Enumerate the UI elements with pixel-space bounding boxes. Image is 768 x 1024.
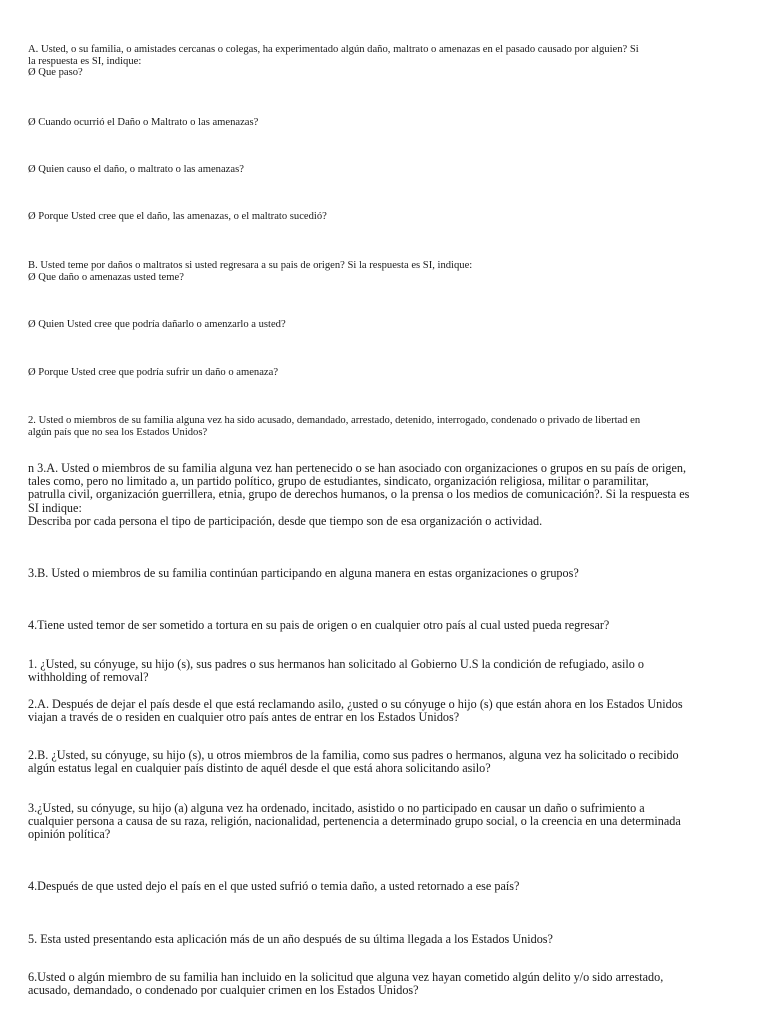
question-5-one-year: [28, 933, 750, 946]
text-line: Ø Que daño o amenazas usted teme?: [28, 271, 184, 283]
question-b-who: [28, 319, 750, 331]
text-line: la respuesta es SI, indique:: [28, 55, 142, 67]
question-3-persecutor: [28, 802, 750, 842]
text-line: algún estatus legal en cualquier país distinto de aquél desde el que está ahora solicitando asilo?: [28, 761, 491, 776]
text-line: tales como, pero no limitado a, un partido político, grupo de estudiantes, sindicato, organización religiosa, militar o paramilitar,: [28, 474, 649, 489]
question-4-torture: [28, 619, 750, 632]
question-3b-continue: [28, 567, 750, 580]
text-line: patrulla civil, organización guerrillera, etnia, grupo de derechos humanos, o la prensa o los medios de comunicación?. Si la respuesta es: [28, 487, 690, 502]
text-line: Ø Quien causo el daño, o maltrato o las amenazas?: [28, 164, 244, 175]
text-line: 2.A. Después de dejar el país desde el que está reclamando asilo, ¿usted o su cónyuge o hijo (s) que están ahora en los Estados Unidos: [28, 697, 683, 711]
text-line: Describa por cada persona el tipo de participación, desde que tiempo son de esa organización o actividad.: [28, 513, 543, 528]
question-4-returned: [28, 880, 750, 893]
text-line: SI indique:: [28, 500, 82, 515]
question-a-why: [28, 211, 750, 223]
text-line: Ø Porque Usted cree que podría sufrir un daño o amenaza?: [28, 367, 279, 378]
question-1-refugee-status: [28, 658, 750, 684]
text-line: Ø Quien Usted cree que podría dañarlo o amenzarlo a usted?: [28, 319, 286, 330]
text-line: 5. Esta usted presentando esta aplicación más de un año después de su última llegada a los Estados Unidos?: [28, 932, 553, 946]
question-b-fear-return: [28, 260, 750, 283]
text-line: algún país que no sea los Estados Unidos?: [28, 426, 208, 438]
question-6-crimes: [28, 971, 750, 997]
question-b-why: [28, 367, 750, 379]
text-line: n 3.A. Usted o miembros de su familia alguna vez han pertenecido o se han asociado con organizaciones o grupos en su país de origen,: [28, 461, 687, 475]
text-line: 4.Tiene usted temor de ser sometido a tortura en su pais de origen o en cualquier otro país al cual usted pueda regresar?: [28, 618, 610, 632]
text-line: 2. Usted o miembros de su familia alguna vez ha sido acusado, demandado, arrestado, detenido, interrogado, condenado o privado de libertad en: [28, 415, 641, 426]
text-line: B. Usted teme por daños o maltratos si usted regresara a su pais de origen? Si la respuesta es SI, indique:: [28, 260, 473, 271]
question-3a-organizations: [28, 462, 750, 528]
text-line: 2.B. ¿Usted, su cónyuge, su hijo (s), u otros miembros de la familia, como sus padres o hermanos, alguna vez ha solicitado o recibido: [28, 748, 679, 762]
text-line: 3.¿Usted, su cónyuge, su hijo (a) alguna vez ha ordenado, incitado, asistido o no participado en causar un daño o sufrimiento a: [28, 801, 645, 815]
text-line: acusado, demandado, o condenado por cualquier crimen en los Estados Unidos?: [28, 983, 419, 998]
text-line: 1. ¿Usted, su cónyuge, su hijo (s), sus padres o sus hermanos han solicitado al Gobierno U.S la condición de refugiado, asilo o: [28, 657, 645, 671]
question-2-detained: [28, 415, 750, 438]
text-line: 3.B. Usted o miembros de su familia continúan participando en alguna manera en estas organizaciones o grupos?: [28, 566, 579, 580]
text-line: cualquier persona a causa de su raza, religión, nacionalidad, pertenencia a determinado grupo social, o la creencia en una determinada: [28, 814, 681, 829]
text-line: withholding of removal?: [28, 670, 149, 685]
text-line: A. Usted, o su familia, o amistades cercanas o colegas, ha experimentado algún daño, maltrato o amenazas en el pasado causado por alguien? Si: [28, 44, 639, 55]
text-line: Ø Porque Usted cree que el daño, las amenazas, o el maltrato sucedió?: [28, 211, 327, 222]
question-2a-transit: [28, 698, 750, 724]
text-line: 6.Usted o algún miembro de su familia han incluido en la solicitud que alguna vez hayan cometido algún delito y/o sido arrestado,: [28, 970, 664, 984]
question-2b-legal-status: [28, 749, 750, 775]
text-line: opinión política?: [28, 827, 111, 842]
question-a-when: [28, 117, 750, 129]
text-line: Ø Cuando ocurrió el Daño o Maltrato o las amenazas?: [28, 117, 259, 128]
text-line: viajan a través de o residen en cualquier otro país antes de entrar en los Estados Unidos?: [28, 710, 460, 725]
question-a-who: [28, 164, 750, 176]
question-a-past-harm: [28, 44, 750, 79]
text-line: 4.Después de que usted dejo el país en el que usted sufrió o temia daño, a usted retornado a ese país?: [28, 879, 520, 893]
text-line: Ø Que paso?: [28, 67, 83, 79]
